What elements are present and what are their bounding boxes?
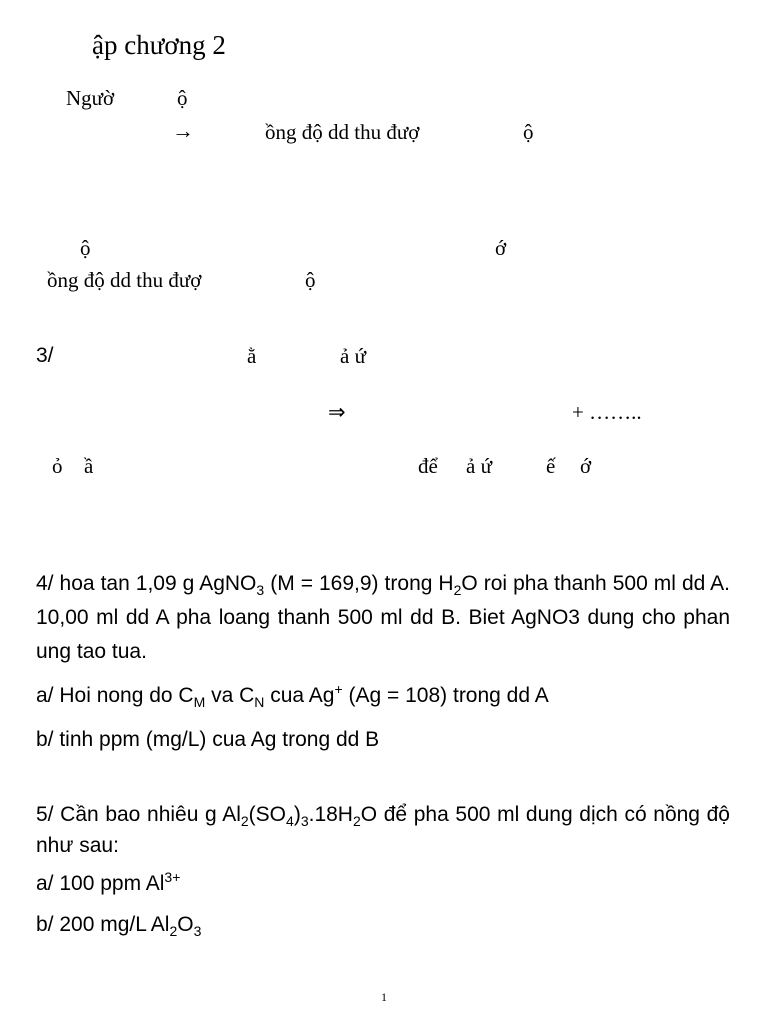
text-fragment: Ngườ <box>66 86 115 110</box>
text-fragment: ồng độ dd thu đượ <box>265 120 420 144</box>
implies-icon: ⇒ <box>328 400 346 424</box>
text-fragment: + …….. <box>572 400 642 424</box>
text-fragment: ả ứ <box>340 344 366 368</box>
text-fragment: ả ứ <box>466 454 492 478</box>
text-fragment: ồng độ dd thu đượ <box>47 268 202 292</box>
page-number: 1 <box>381 990 387 1004</box>
text-fragment: ộ <box>305 268 316 292</box>
text-fragment: ộ <box>80 236 91 260</box>
text-fragment: ớ <box>580 454 592 478</box>
arrow-right-icon: → <box>172 118 194 143</box>
text-fragment: ế <box>546 454 556 478</box>
question-4b: b/ tinh ppm (mg/L) cua Ag trong dd B <box>36 728 380 751</box>
text-fragment: ớ <box>495 236 507 260</box>
question-5b: b/ 200 mg/L $Al_2O_3$ <box>36 913 202 940</box>
text-fragment: ộ <box>177 86 188 110</box>
question-5a: a/ 100 ppm $Al^{3+}$ <box>36 869 181 895</box>
question-number: 3/ <box>36 344 54 367</box>
text-fragment: ằ <box>247 344 257 368</box>
question-5-text: 5/ Cần bao nhiêu g $Al_2(SO_4)_3.18H_2O$ để pha 500 ml dung dịch có nồng độ như sau: <box>36 803 730 857</box>
question-4a: a/ Hoi nong do $C_M$ va $C_N$ cua Ag+ (Ag = 108) trong dd A <box>36 681 549 711</box>
text-fragment: để <box>418 454 438 478</box>
page-title: ập chương 2 <box>92 30 226 60</box>
text-fragment: ầ <box>84 454 94 478</box>
text-fragment: ỏ <box>52 454 63 478</box>
question-4-text: 4/ hoa tan 1,09 g AgNO$_3$ (M = 169,9) trong $H_2O$ roi pha thanh 500 ml dd A. 10,00 ml dd A pha loang thanh 500 ml dd B. Biet AgNO3 dung cho phan ung tao tua. <box>36 572 731 663</box>
text-fragment: ộ <box>523 120 534 144</box>
